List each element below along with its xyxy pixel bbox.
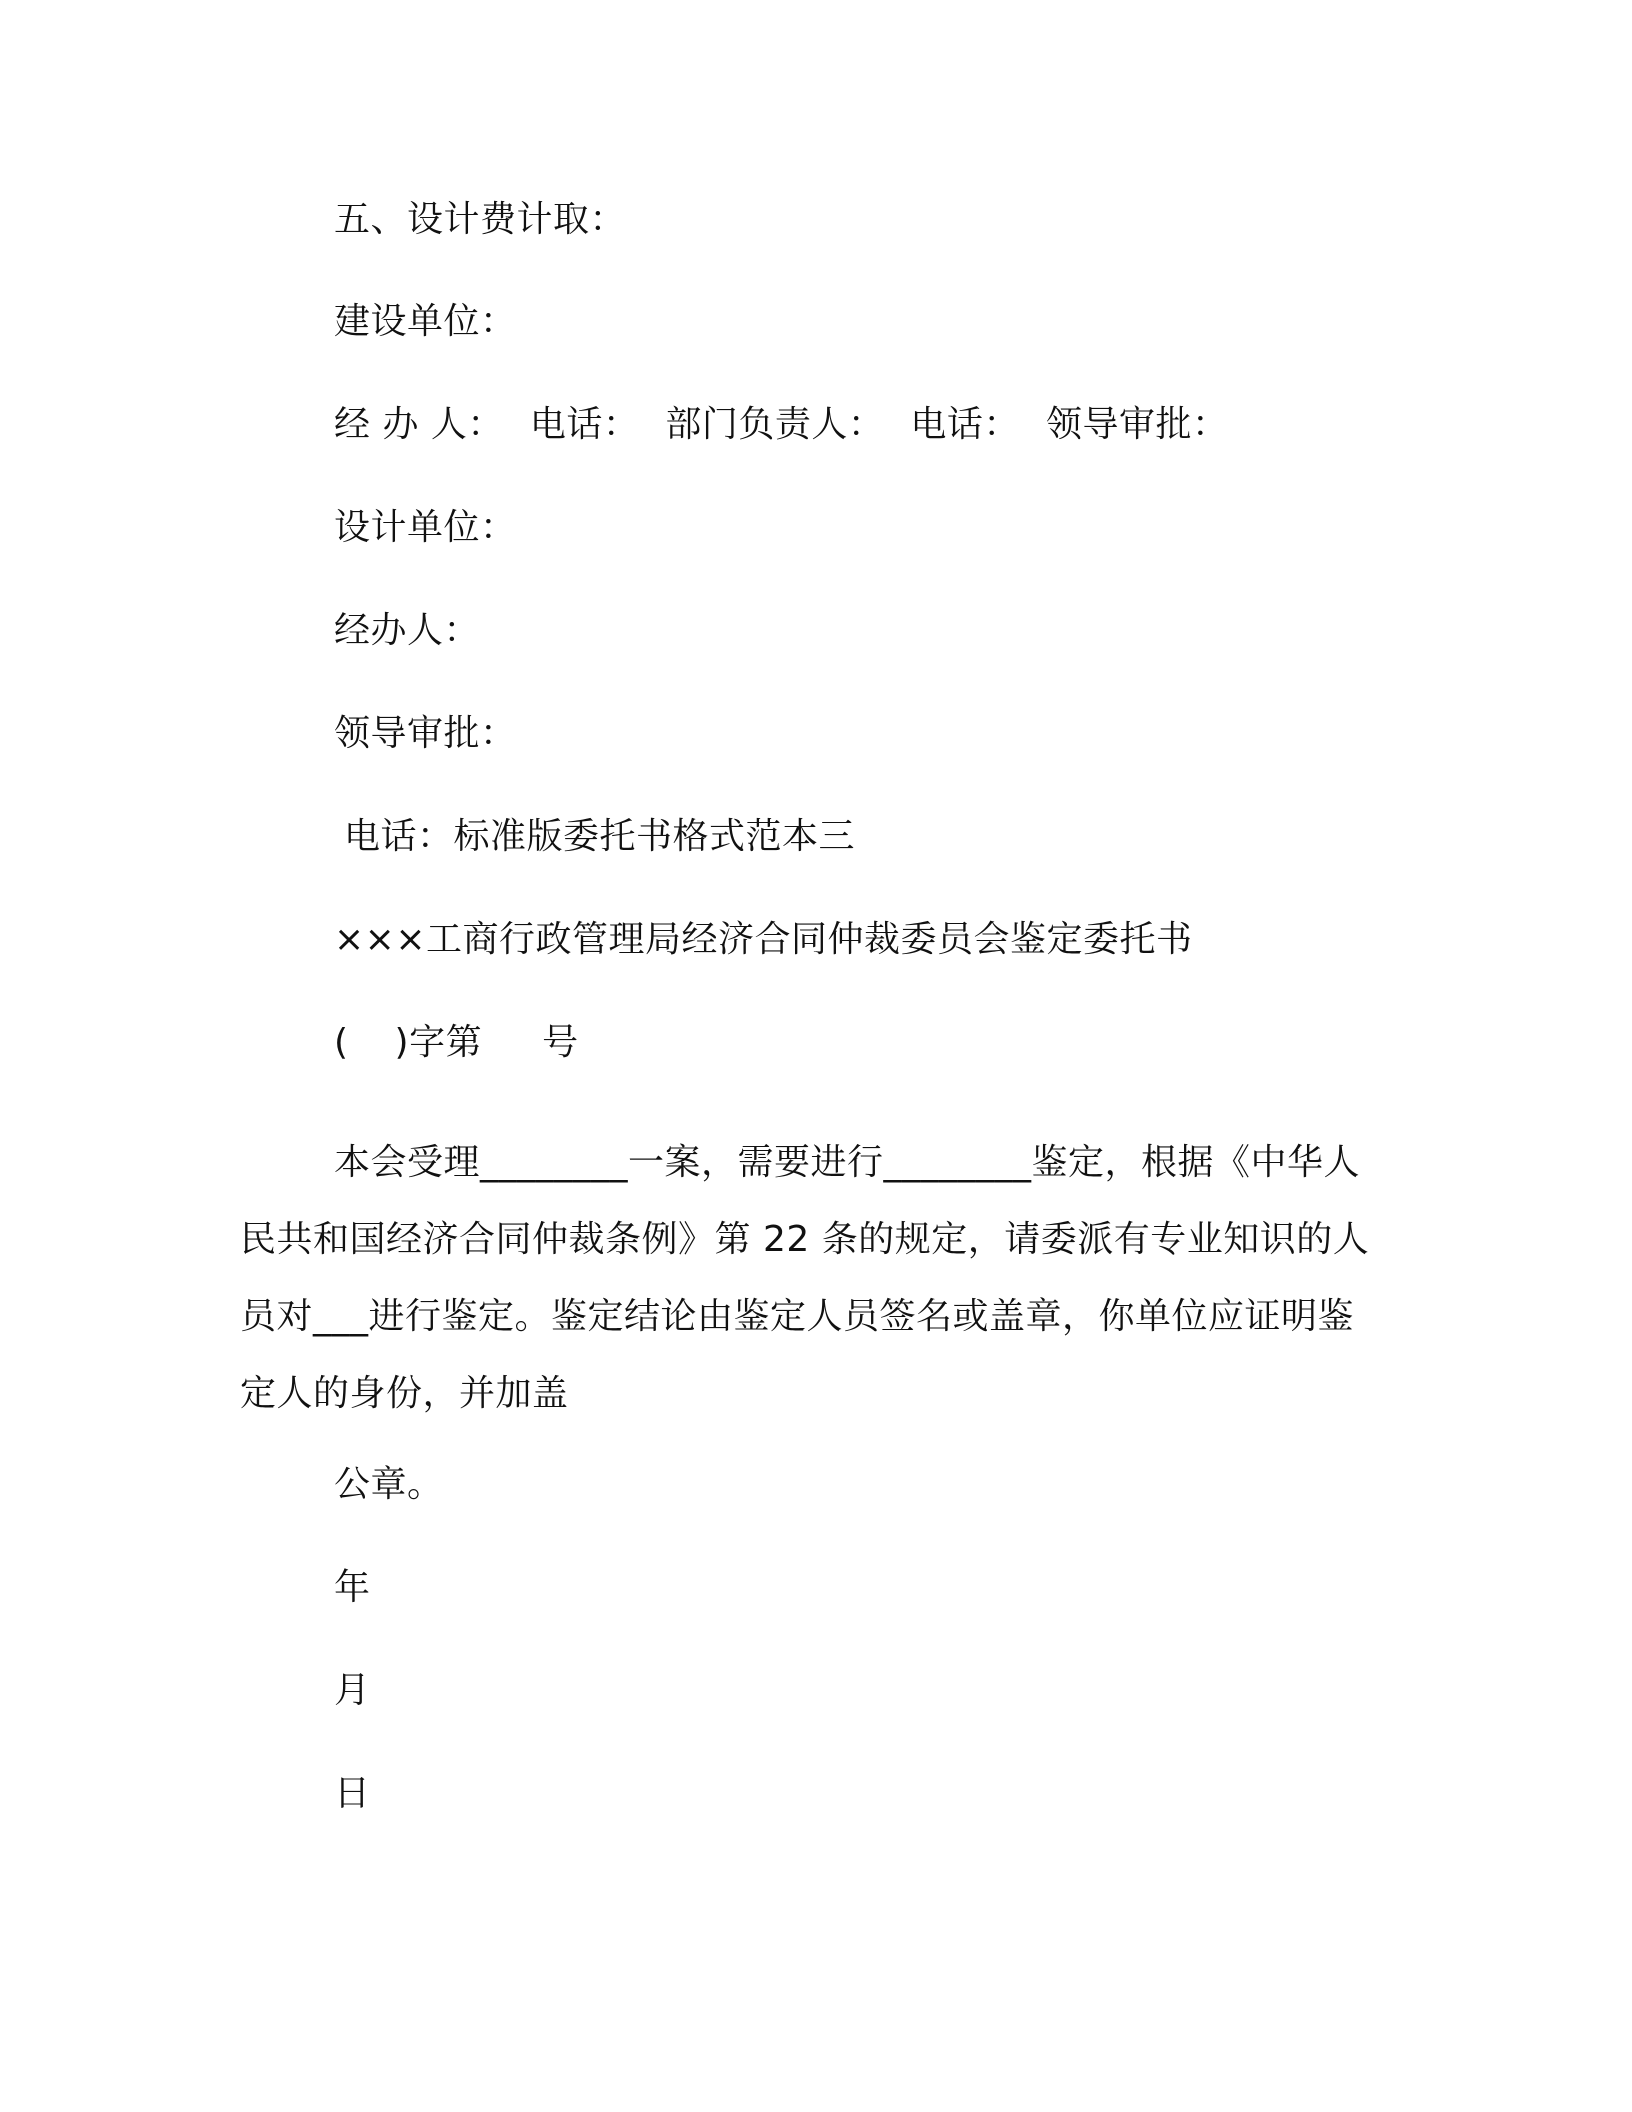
month-label: 月 (334, 1670, 371, 1711)
design-unit-label: 设计单位： (334, 507, 517, 548)
section-heading-design-fee: 五、设计费计取： (334, 199, 627, 240)
number-label: 号 (542, 1022, 579, 1063)
open-paren: ( (334, 1022, 349, 1063)
document-title: ×××工商行政管理局经济合同仲裁委员会鉴定委托书 (334, 919, 1193, 960)
phone-label: 电话： (529, 404, 640, 445)
leader-approval-label: 领导审批： (1045, 404, 1229, 445)
phone-label-2: 电话： (910, 404, 1020, 445)
dept-head-label: 部门负责人： (665, 404, 885, 445)
day-label: 日 (334, 1773, 371, 1814)
document-number-line (334, 1021, 579, 1065)
client-contacts-row (334, 403, 1228, 447)
design-handler-label: 经办人： (334, 610, 481, 651)
handler-label: 经 办 人： (334, 404, 504, 445)
client-unit-label: 建设单位： (334, 301, 517, 342)
body-paragraph: 本会受理________一案，需要进行________鉴定，根据《中华人民共和国经济合同仲裁条例》第 22 条的规定，请委派有专业知识的人员对___进行鉴定。鉴定结论由鉴定人员签名或盖章，你单位应证明鉴定人的身份，并加盖 (240, 1142, 1370, 1414)
character-number-label: )字第 (394, 1022, 483, 1063)
design-leader-approval-label: 领导审批： (334, 713, 517, 754)
official-seal-text: 公章。 (334, 1464, 444, 1505)
year-label: 年 (334, 1567, 371, 1608)
phone-template-title: 电话：标准版委托书格式范本三 (344, 816, 856, 857)
